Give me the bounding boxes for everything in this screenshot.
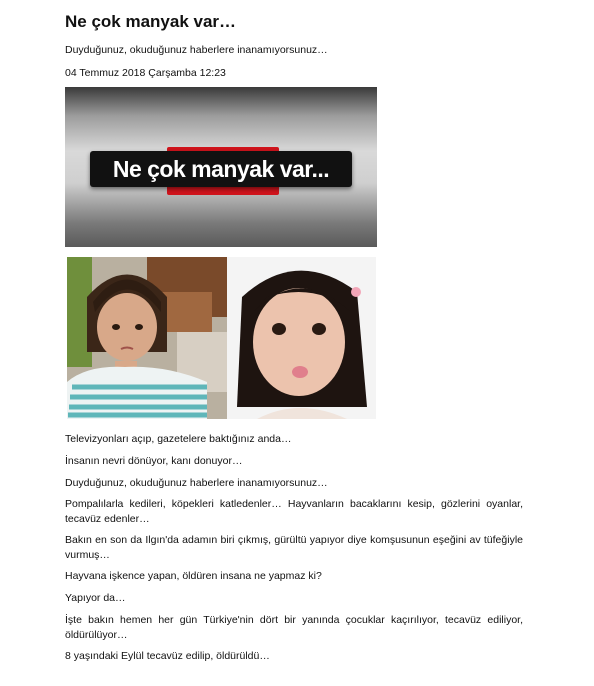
article-date: 04 Temmuz 2018 Çarşamba 12:23 [65, 67, 226, 79]
paragraph: 8 yaşındaki Eylül tecavüz edilip, öldürüldü… [65, 650, 270, 662]
article-photo-children [67, 257, 376, 419]
paragraph: İşte bakın hemen her gün Türkiye'nin dört bir yanında çocuklar kaçırılıyor, tecavüz ediliyor, öldürülüyor… [65, 614, 523, 641]
paragraph: İnsanın nevri dönüyor, kanı donuyor… [65, 455, 243, 467]
paragraph: Televizyonları açıp, gazetelere baktığınız anda… [65, 433, 292, 445]
banner-title-box [90, 151, 352, 187]
article-subtitle: Duyduğunuz, okuduğunuz haberlere inanamıyorsunuz… [65, 44, 328, 56]
paragraph: Hayvana işkence yapan, öldüren insana ne yapmaz ki? [65, 570, 322, 582]
article-banner-image [65, 87, 377, 247]
paragraph: Yapıyor da… [65, 592, 126, 604]
banner-title-text: Ne çok manyak var... [112, 155, 330, 182]
paragraph: Bakın en son da Ilgın'da adamın biri çıkmış, gürültü yapıyor diye komşusunun eşeğini av tüfeğiyle vurmuş… [65, 534, 523, 561]
article-title: Ne çok manyak var… [65, 12, 237, 31]
paragraph: Pompalılarla kedileri, köpekleri katledenler… Hayvanların bacaklarını kesip, gözlerini oyanlar, tecavüz edenler… [65, 498, 523, 525]
paragraph: Duyduğunuz, okuduğunuz haberlere inanamıyorsunuz… [65, 477, 328, 489]
